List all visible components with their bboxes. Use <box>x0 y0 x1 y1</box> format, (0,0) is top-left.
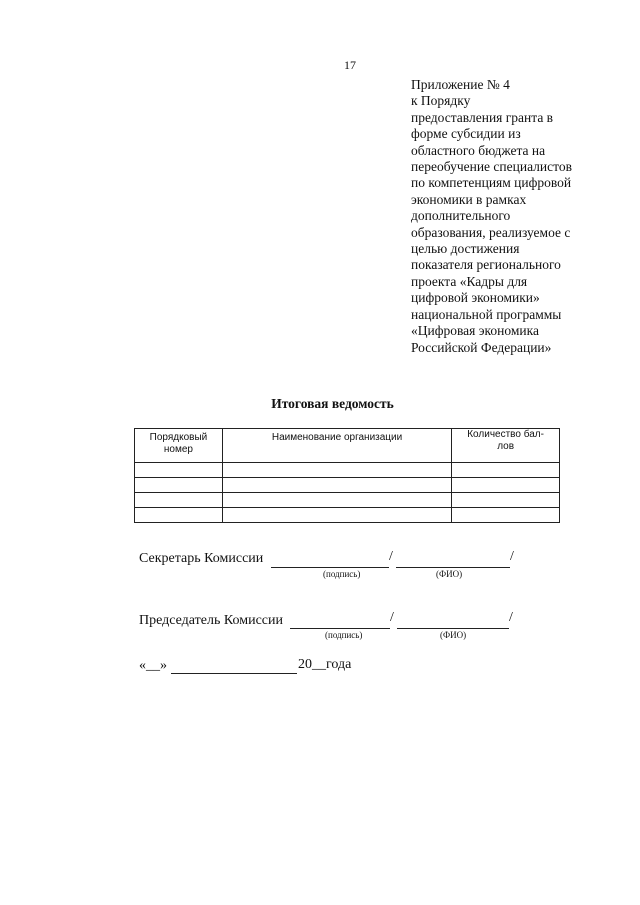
appendix-line: цифровой экономики» <box>411 290 540 306</box>
date-month-line <box>171 673 297 674</box>
table-cell <box>222 493 451 508</box>
date-day-field: «__» <box>139 658 167 673</box>
header-organization-name: Наименование организации <box>222 429 451 463</box>
secretary-name-caption: (ФИО) <box>436 569 463 579</box>
appendix-line: по компетенциям цифровой <box>411 175 572 191</box>
date-year-field: 20__года <box>298 657 352 672</box>
header-line: Порядковый <box>149 432 208 443</box>
table-cell <box>135 508 223 523</box>
appendix-line: переобучение специалистов <box>411 159 572 175</box>
header-line: Количество бал- <box>467 429 544 440</box>
table-row <box>135 478 560 493</box>
chairman-separator: / <box>390 610 394 625</box>
table-cell <box>222 478 451 493</box>
chairman-signature-line <box>290 628 390 629</box>
table-header-row <box>135 429 560 463</box>
secretary-separator-end: / <box>510 549 514 564</box>
appendix-line: экономики в рамках <box>411 191 527 207</box>
chairman-label: Председатель Комиссии <box>139 613 283 628</box>
table-row <box>135 493 560 508</box>
secretary-name-line <box>396 567 510 568</box>
table-row <box>135 508 560 523</box>
table-cell <box>222 463 451 478</box>
appendix-line: «Цифровая экономика <box>411 323 539 339</box>
secretary-label: Секретарь Комиссии <box>139 551 264 566</box>
chairman-separator-end: / <box>509 610 513 625</box>
appendix-line: форме субсидии из <box>411 126 521 142</box>
header-score <box>452 429 560 463</box>
table-cell <box>452 463 560 478</box>
table-cell <box>135 478 223 493</box>
table-cell <box>452 493 560 508</box>
appendix-line: дополнительного <box>411 208 511 224</box>
appendix-line: Российской Федерации» <box>411 339 552 355</box>
appendix-line: целью достижения <box>411 241 520 257</box>
appendix-line: предоставления гранта в <box>411 109 554 125</box>
appendix-line: национальной программы <box>411 306 562 322</box>
page-number: 17 <box>344 58 356 72</box>
table-cell <box>222 508 451 523</box>
secretary-signature-line <box>271 567 389 568</box>
header-line: номер <box>163 444 193 455</box>
appendix-line: показателя регионального <box>411 257 561 273</box>
table-cell <box>452 508 560 523</box>
secretary-separator: / <box>389 549 393 564</box>
secretary-signature-caption: (подпись) <box>323 569 361 579</box>
appendix-line: к Порядку <box>411 93 471 109</box>
chairman-name-line <box>397 628 509 629</box>
appendix-line: проекта «Кадры для <box>411 273 528 289</box>
table-cell <box>452 478 560 493</box>
document-title: Итоговая ведомость <box>271 396 394 411</box>
table-row <box>135 463 560 478</box>
appendix-line: Приложение № 4 <box>411 77 510 92</box>
table-cell <box>135 463 223 478</box>
chairman-name-caption: (ФИО) <box>440 630 467 640</box>
appendix-line: образования, реализуемое с <box>411 224 571 240</box>
appendix-note <box>411 77 601 356</box>
summary-table <box>134 428 560 523</box>
header-line: лов <box>497 441 515 452</box>
table-cell <box>135 493 223 508</box>
chairman-signature-caption: (подпись) <box>325 630 363 640</box>
appendix-line: областного бюджета на <box>411 142 546 158</box>
header-order-number <box>135 429 223 463</box>
